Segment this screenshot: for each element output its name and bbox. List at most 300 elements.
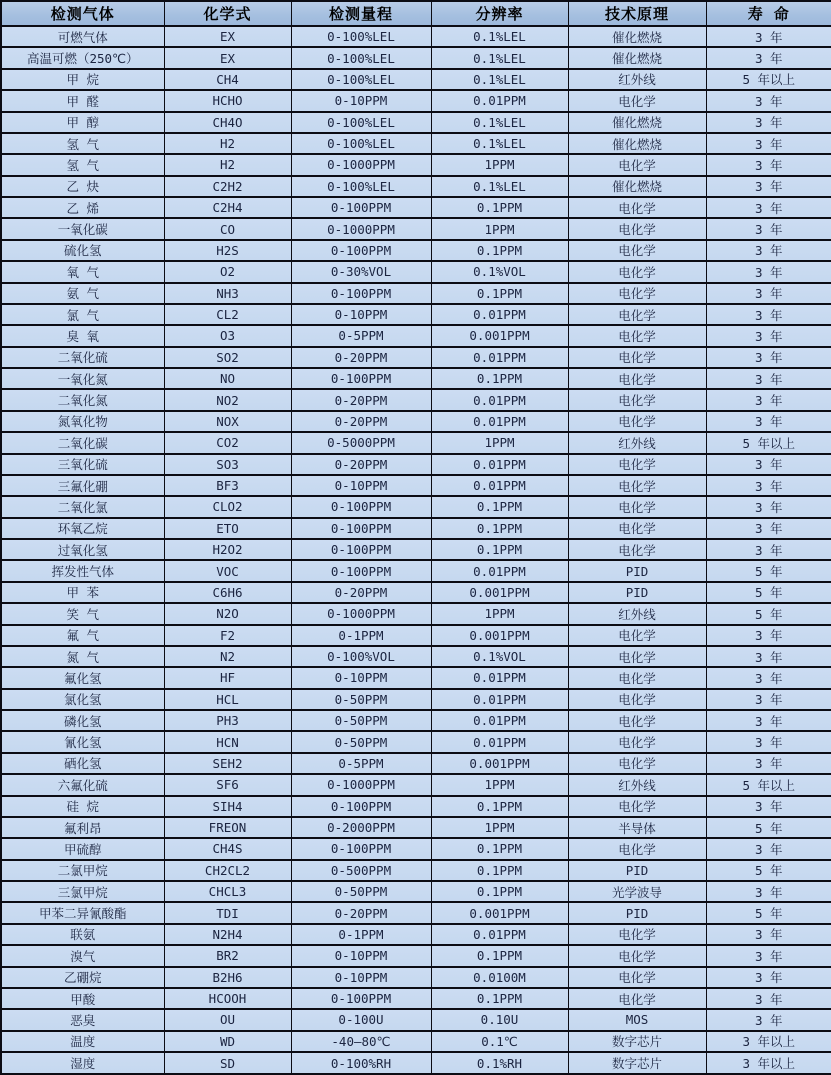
cell-range: 0-100%LEL bbox=[291, 112, 431, 133]
cell-gas: 一氧化碳 bbox=[1, 218, 164, 239]
cell-principle: MOS bbox=[568, 1009, 706, 1030]
cell-formula: PH3 bbox=[164, 710, 291, 731]
cell-formula: EX bbox=[164, 26, 291, 47]
cell-resolution: 0.1%VOL bbox=[431, 261, 568, 282]
cell-formula: CO2 bbox=[164, 432, 291, 453]
cell-principle: 电化学 bbox=[568, 731, 706, 752]
cell-formula: NOX bbox=[164, 411, 291, 432]
table-row bbox=[1, 689, 831, 710]
header-gas: 检测气体 bbox=[1, 1, 164, 26]
header-range: 检测量程 bbox=[291, 1, 431, 26]
table-row bbox=[1, 218, 831, 239]
cell-range: 0-50PPM bbox=[291, 689, 431, 710]
cell-gas: 二氯甲烷 bbox=[1, 860, 164, 881]
cell-principle: 电化学 bbox=[568, 347, 706, 368]
cell-principle: 电化学 bbox=[568, 411, 706, 432]
cell-lifespan: 3 年 bbox=[706, 325, 831, 346]
cell-gas: 甲 苯 bbox=[1, 582, 164, 603]
cell-formula: B2H6 bbox=[164, 967, 291, 988]
cell-range: 0-50PPM bbox=[291, 881, 431, 902]
table-row bbox=[1, 1031, 831, 1052]
cell-resolution: 0.1%LEL bbox=[431, 176, 568, 197]
cell-principle: 电化学 bbox=[568, 539, 706, 560]
cell-formula: O3 bbox=[164, 325, 291, 346]
table-row bbox=[1, 325, 831, 346]
cell-principle: 催化燃烧 bbox=[568, 47, 706, 68]
cell-gas: 二氧化氮 bbox=[1, 389, 164, 410]
cell-principle: 电化学 bbox=[568, 753, 706, 774]
cell-principle: PID bbox=[568, 560, 706, 581]
cell-principle: 电化学 bbox=[568, 197, 706, 218]
cell-formula: F2 bbox=[164, 625, 291, 646]
cell-gas: 甲酸 bbox=[1, 988, 164, 1009]
cell-lifespan: 3 年 bbox=[706, 368, 831, 389]
cell-formula: SO3 bbox=[164, 454, 291, 475]
cell-gas: 六氟化硫 bbox=[1, 774, 164, 795]
cell-lifespan: 3 年 bbox=[706, 967, 831, 988]
cell-formula: H2 bbox=[164, 133, 291, 154]
cell-gas: 硫化氢 bbox=[1, 240, 164, 261]
cell-principle: 催化燃烧 bbox=[568, 133, 706, 154]
cell-formula: CHCL3 bbox=[164, 881, 291, 902]
table-row bbox=[1, 411, 831, 432]
cell-lifespan: 3 年 bbox=[706, 197, 831, 218]
cell-resolution: 0.1PPM bbox=[431, 838, 568, 859]
cell-lifespan: 3 年 bbox=[706, 710, 831, 731]
cell-range: 0-100PPM bbox=[291, 560, 431, 581]
cell-gas: 臭 氧 bbox=[1, 325, 164, 346]
table-row bbox=[1, 838, 831, 859]
cell-gas: 笑 气 bbox=[1, 603, 164, 624]
cell-lifespan: 3 年 bbox=[706, 218, 831, 239]
header-lifespan: 寿 命 bbox=[706, 1, 831, 26]
cell-resolution: 0.1℃ bbox=[431, 1031, 568, 1052]
table-row bbox=[1, 389, 831, 410]
cell-formula: SO2 bbox=[164, 347, 291, 368]
cell-range: 0-50PPM bbox=[291, 710, 431, 731]
cell-resolution: 0.1PPM bbox=[431, 945, 568, 966]
cell-range: 0-1000PPM bbox=[291, 218, 431, 239]
cell-lifespan: 3 年 bbox=[706, 304, 831, 325]
cell-resolution: 0.01PPM bbox=[431, 90, 568, 111]
cell-principle: 红外线 bbox=[568, 69, 706, 90]
header-formula: 化学式 bbox=[164, 1, 291, 26]
cell-resolution: 0.1PPM bbox=[431, 368, 568, 389]
cell-gas: 过氧化氢 bbox=[1, 539, 164, 560]
cell-resolution: 0.01PPM bbox=[431, 304, 568, 325]
cell-resolution: 0.001PPM bbox=[431, 325, 568, 346]
cell-principle: PID bbox=[568, 902, 706, 923]
table-row bbox=[1, 26, 831, 47]
cell-range: 0-100%LEL bbox=[291, 133, 431, 154]
cell-gas: 硅 烷 bbox=[1, 796, 164, 817]
cell-range: 0-20PPM bbox=[291, 389, 431, 410]
cell-principle: 电化学 bbox=[568, 283, 706, 304]
cell-lifespan: 5 年 bbox=[706, 902, 831, 923]
cell-resolution: 0.1PPM bbox=[431, 796, 568, 817]
cell-resolution: 0.1%VOL bbox=[431, 646, 568, 667]
cell-gas: 一氧化氮 bbox=[1, 368, 164, 389]
cell-lifespan: 3 年 bbox=[706, 1009, 831, 1030]
cell-lifespan: 5 年 bbox=[706, 582, 831, 603]
cell-resolution: 0.1PPM bbox=[431, 240, 568, 261]
cell-resolution: 0.01PPM bbox=[431, 689, 568, 710]
table-row bbox=[1, 176, 831, 197]
cell-formula: OU bbox=[164, 1009, 291, 1030]
cell-resolution: 0.1PPM bbox=[431, 988, 568, 1009]
cell-formula: WD bbox=[164, 1031, 291, 1052]
cell-range: 0-30%VOL bbox=[291, 261, 431, 282]
cell-range: 0-100%LEL bbox=[291, 26, 431, 47]
cell-range: 0-10PPM bbox=[291, 667, 431, 688]
cell-formula: CH4S bbox=[164, 838, 291, 859]
table-row bbox=[1, 710, 831, 731]
cell-lifespan: 3 年 bbox=[706, 689, 831, 710]
cell-resolution: 1PPM bbox=[431, 817, 568, 838]
cell-formula: CO bbox=[164, 218, 291, 239]
cell-formula: C2H4 bbox=[164, 197, 291, 218]
cell-principle: 电化学 bbox=[568, 710, 706, 731]
cell-lifespan: 5 年 bbox=[706, 860, 831, 881]
cell-principle: 红外线 bbox=[568, 603, 706, 624]
cell-resolution: 0.1PPM bbox=[431, 197, 568, 218]
cell-lifespan: 3 年 bbox=[706, 454, 831, 475]
cell-gas: 氟化氢 bbox=[1, 667, 164, 688]
cell-principle: 红外线 bbox=[568, 774, 706, 795]
cell-principle: 电化学 bbox=[568, 454, 706, 475]
table-row bbox=[1, 817, 831, 838]
cell-formula: SD bbox=[164, 1052, 291, 1074]
cell-formula: SEH2 bbox=[164, 753, 291, 774]
cell-resolution: 1PPM bbox=[431, 154, 568, 175]
cell-resolution: 0.1PPM bbox=[431, 283, 568, 304]
cell-principle: 电化学 bbox=[568, 218, 706, 239]
cell-principle: 电化学 bbox=[568, 261, 706, 282]
cell-range: 0-10PPM bbox=[291, 475, 431, 496]
cell-lifespan: 3 年以上 bbox=[706, 1031, 831, 1052]
cell-principle: 电化学 bbox=[568, 667, 706, 688]
cell-resolution: 0.10U bbox=[431, 1009, 568, 1030]
cell-gas: 甲硫醇 bbox=[1, 838, 164, 859]
cell-range: 0-20PPM bbox=[291, 902, 431, 923]
cell-principle: 电化学 bbox=[568, 304, 706, 325]
cell-resolution: 0.01PPM bbox=[431, 389, 568, 410]
cell-formula: TDI bbox=[164, 902, 291, 923]
cell-resolution: 0.001PPM bbox=[431, 582, 568, 603]
cell-resolution: 0.1%LEL bbox=[431, 47, 568, 68]
cell-gas: 氨 气 bbox=[1, 283, 164, 304]
cell-principle: 电化学 bbox=[568, 796, 706, 817]
table-row bbox=[1, 454, 831, 475]
cell-principle: 电化学 bbox=[568, 838, 706, 859]
cell-principle: 数字芯片 bbox=[568, 1052, 706, 1074]
table-row bbox=[1, 112, 831, 133]
cell-lifespan: 3 年 bbox=[706, 924, 831, 945]
cell-gas: 氢 气 bbox=[1, 154, 164, 175]
cell-range: 0-10PPM bbox=[291, 945, 431, 966]
cell-lifespan: 3 年 bbox=[706, 945, 831, 966]
cell-formula: ETO bbox=[164, 518, 291, 539]
cell-formula: H2 bbox=[164, 154, 291, 175]
table-header bbox=[1, 1, 831, 26]
cell-range: 0-500PPM bbox=[291, 860, 431, 881]
cell-principle: 电化学 bbox=[568, 368, 706, 389]
header-row bbox=[1, 1, 831, 26]
cell-gas: 可燃气体 bbox=[1, 26, 164, 47]
table-row bbox=[1, 240, 831, 261]
cell-gas: 氟利昂 bbox=[1, 817, 164, 838]
header-resolution: 分辨率 bbox=[431, 1, 568, 26]
cell-formula: CH4O bbox=[164, 112, 291, 133]
cell-range: 0-20PPM bbox=[291, 582, 431, 603]
cell-resolution: 0.01PPM bbox=[431, 411, 568, 432]
cell-lifespan: 5 年 bbox=[706, 817, 831, 838]
cell-principle: 电化学 bbox=[568, 689, 706, 710]
cell-principle: 催化燃烧 bbox=[568, 176, 706, 197]
cell-lifespan: 3 年以上 bbox=[706, 1052, 831, 1074]
cell-principle: PID bbox=[568, 582, 706, 603]
cell-gas: 温度 bbox=[1, 1031, 164, 1052]
table-row bbox=[1, 197, 831, 218]
cell-principle: 红外线 bbox=[568, 432, 706, 453]
cell-principle: 催化燃烧 bbox=[568, 26, 706, 47]
cell-formula: H2O2 bbox=[164, 539, 291, 560]
table-row bbox=[1, 924, 831, 945]
cell-lifespan: 3 年 bbox=[706, 389, 831, 410]
cell-range: 0-1000PPM bbox=[291, 603, 431, 624]
cell-principle: 电化学 bbox=[568, 90, 706, 111]
table-row bbox=[1, 69, 831, 90]
table-row bbox=[1, 1009, 831, 1030]
cell-range: 0-100%VOL bbox=[291, 646, 431, 667]
cell-gas: 氯化氢 bbox=[1, 689, 164, 710]
table-row bbox=[1, 731, 831, 752]
table-row bbox=[1, 368, 831, 389]
cell-range: 0-5PPM bbox=[291, 753, 431, 774]
cell-lifespan: 3 年 bbox=[706, 347, 831, 368]
cell-formula: BF3 bbox=[164, 475, 291, 496]
cell-lifespan: 3 年 bbox=[706, 112, 831, 133]
table-row bbox=[1, 860, 831, 881]
cell-resolution: 0.001PPM bbox=[431, 902, 568, 923]
cell-resolution: 0.01PPM bbox=[431, 731, 568, 752]
cell-principle: 电化学 bbox=[568, 945, 706, 966]
table-row bbox=[1, 667, 831, 688]
cell-principle: 电化学 bbox=[568, 646, 706, 667]
cell-range: 0-2000PPM bbox=[291, 817, 431, 838]
cell-gas: 氧 气 bbox=[1, 261, 164, 282]
cell-gas: 磷化氢 bbox=[1, 710, 164, 731]
cell-resolution: 0.0100M bbox=[431, 967, 568, 988]
cell-resolution: 0.01PPM bbox=[431, 475, 568, 496]
table-row bbox=[1, 902, 831, 923]
cell-range: 0-10PPM bbox=[291, 967, 431, 988]
cell-formula: EX bbox=[164, 47, 291, 68]
table-row bbox=[1, 539, 831, 560]
cell-gas: 三氯甲烷 bbox=[1, 881, 164, 902]
cell-range: -40—80℃ bbox=[291, 1031, 431, 1052]
cell-gas: 二氧化碳 bbox=[1, 432, 164, 453]
cell-resolution: 0.001PPM bbox=[431, 753, 568, 774]
cell-principle: 电化学 bbox=[568, 924, 706, 945]
cell-gas: 乙 炔 bbox=[1, 176, 164, 197]
table-row bbox=[1, 796, 831, 817]
cell-range: 0-100PPM bbox=[291, 240, 431, 261]
cell-range: 0-10PPM bbox=[291, 90, 431, 111]
cell-range: 0-100PPM bbox=[291, 539, 431, 560]
table-body bbox=[1, 26, 831, 1074]
cell-gas: 甲苯二异氰酸酯 bbox=[1, 902, 164, 923]
cell-lifespan: 5 年以上 bbox=[706, 432, 831, 453]
cell-principle: 数字芯片 bbox=[568, 1031, 706, 1052]
table-row bbox=[1, 625, 831, 646]
cell-lifespan: 3 年 bbox=[706, 240, 831, 261]
cell-resolution: 0.001PPM bbox=[431, 625, 568, 646]
cell-range: 0-100PPM bbox=[291, 368, 431, 389]
cell-lifespan: 5 年 bbox=[706, 560, 831, 581]
cell-gas: 恶臭 bbox=[1, 1009, 164, 1030]
cell-principle: 催化燃烧 bbox=[568, 112, 706, 133]
cell-lifespan: 3 年 bbox=[706, 283, 831, 304]
cell-gas: 乙硼烷 bbox=[1, 967, 164, 988]
cell-gas: 氯 气 bbox=[1, 304, 164, 325]
cell-formula: NO bbox=[164, 368, 291, 389]
cell-gas: 环氧乙烷 bbox=[1, 518, 164, 539]
table-row bbox=[1, 753, 831, 774]
table-row bbox=[1, 432, 831, 453]
cell-lifespan: 3 年 bbox=[706, 796, 831, 817]
cell-range: 0-5PPM bbox=[291, 325, 431, 346]
cell-formula: HCN bbox=[164, 731, 291, 752]
cell-gas: 甲 醛 bbox=[1, 90, 164, 111]
cell-lifespan: 3 年 bbox=[706, 261, 831, 282]
cell-formula: CH4 bbox=[164, 69, 291, 90]
cell-formula: SF6 bbox=[164, 774, 291, 795]
cell-gas: 硒化氢 bbox=[1, 753, 164, 774]
cell-gas: 氰化氢 bbox=[1, 731, 164, 752]
cell-resolution: 0.1PPM bbox=[431, 518, 568, 539]
cell-range: 0-1000PPM bbox=[291, 154, 431, 175]
cell-formula: O2 bbox=[164, 261, 291, 282]
cell-resolution: 1PPM bbox=[431, 432, 568, 453]
cell-gas: 甲 醇 bbox=[1, 112, 164, 133]
cell-resolution: 0.1PPM bbox=[431, 860, 568, 881]
cell-gas: 三氧化硫 bbox=[1, 454, 164, 475]
cell-range: 0-100PPM bbox=[291, 496, 431, 517]
table-row bbox=[1, 475, 831, 496]
cell-resolution: 0.1%LEL bbox=[431, 112, 568, 133]
cell-range: 0-100PPM bbox=[291, 796, 431, 817]
cell-resolution: 0.01PPM bbox=[431, 454, 568, 475]
cell-principle: 电化学 bbox=[568, 240, 706, 261]
cell-lifespan: 3 年 bbox=[706, 646, 831, 667]
cell-principle: 电化学 bbox=[568, 325, 706, 346]
cell-range: 0-20PPM bbox=[291, 454, 431, 475]
cell-gas: 氢 气 bbox=[1, 133, 164, 154]
cell-formula: H2S bbox=[164, 240, 291, 261]
cell-resolution: 0.1%RH bbox=[431, 1052, 568, 1074]
cell-lifespan: 3 年 bbox=[706, 176, 831, 197]
cell-gas: 挥发性气体 bbox=[1, 560, 164, 581]
cell-formula: BR2 bbox=[164, 945, 291, 966]
cell-lifespan: 5 年以上 bbox=[706, 69, 831, 90]
table-row bbox=[1, 560, 831, 581]
cell-formula: CH2CL2 bbox=[164, 860, 291, 881]
cell-lifespan: 3 年 bbox=[706, 881, 831, 902]
table-row bbox=[1, 518, 831, 539]
table-row bbox=[1, 945, 831, 966]
cell-lifespan: 3 年 bbox=[706, 988, 831, 1009]
cell-resolution: 0.1%LEL bbox=[431, 69, 568, 90]
cell-resolution: 0.1PPM bbox=[431, 539, 568, 560]
cell-gas: 溴气 bbox=[1, 945, 164, 966]
cell-principle: PID bbox=[568, 860, 706, 881]
cell-range: 0-20PPM bbox=[291, 411, 431, 432]
cell-formula: HF bbox=[164, 667, 291, 688]
cell-gas: 氮 气 bbox=[1, 646, 164, 667]
table-row bbox=[1, 496, 831, 517]
cell-resolution: 1PPM bbox=[431, 774, 568, 795]
cell-range: 0-20PPM bbox=[291, 347, 431, 368]
cell-range: 0-1000PPM bbox=[291, 774, 431, 795]
cell-principle: 电化学 bbox=[568, 967, 706, 988]
cell-range: 0-100PPM bbox=[291, 197, 431, 218]
cell-formula: HCOOH bbox=[164, 988, 291, 1009]
table-row bbox=[1, 47, 831, 68]
cell-resolution: 0.01PPM bbox=[431, 667, 568, 688]
cell-gas: 湿度 bbox=[1, 1052, 164, 1074]
table-row bbox=[1, 967, 831, 988]
cell-formula: N2H4 bbox=[164, 924, 291, 945]
cell-lifespan: 3 年 bbox=[706, 838, 831, 859]
cell-formula: N2O bbox=[164, 603, 291, 624]
cell-resolution: 0.1%LEL bbox=[431, 133, 568, 154]
cell-principle: 半导体 bbox=[568, 817, 706, 838]
table-row bbox=[1, 603, 831, 624]
cell-formula: C2H2 bbox=[164, 176, 291, 197]
table-row bbox=[1, 347, 831, 368]
table-row bbox=[1, 304, 831, 325]
cell-lifespan: 3 年 bbox=[706, 133, 831, 154]
cell-range: 0-100%RH bbox=[291, 1052, 431, 1074]
cell-formula: NO2 bbox=[164, 389, 291, 410]
cell-resolution: 0.01PPM bbox=[431, 560, 568, 581]
cell-gas: 二氧化氯 bbox=[1, 496, 164, 517]
cell-principle: 电化学 bbox=[568, 154, 706, 175]
cell-range: 0-100%LEL bbox=[291, 47, 431, 68]
table-row bbox=[1, 774, 831, 795]
cell-formula: CLO2 bbox=[164, 496, 291, 517]
cell-range: 0-100%LEL bbox=[291, 69, 431, 90]
cell-principle: 电化学 bbox=[568, 475, 706, 496]
cell-formula: SIH4 bbox=[164, 796, 291, 817]
cell-formula: C6H6 bbox=[164, 582, 291, 603]
cell-resolution: 0.01PPM bbox=[431, 710, 568, 731]
cell-gas: 乙 烯 bbox=[1, 197, 164, 218]
cell-range: 0-50PPM bbox=[291, 731, 431, 752]
cell-formula: HCHO bbox=[164, 90, 291, 111]
table-row bbox=[1, 283, 831, 304]
cell-range: 0-1PPM bbox=[291, 625, 431, 646]
cell-principle: 电化学 bbox=[568, 625, 706, 646]
cell-lifespan: 3 年 bbox=[706, 154, 831, 175]
cell-gas: 三氟化硼 bbox=[1, 475, 164, 496]
cell-principle: 电化学 bbox=[568, 988, 706, 1009]
cell-lifespan: 3 年 bbox=[706, 47, 831, 68]
cell-formula: NH3 bbox=[164, 283, 291, 304]
cell-formula: N2 bbox=[164, 646, 291, 667]
cell-lifespan: 5 年以上 bbox=[706, 774, 831, 795]
